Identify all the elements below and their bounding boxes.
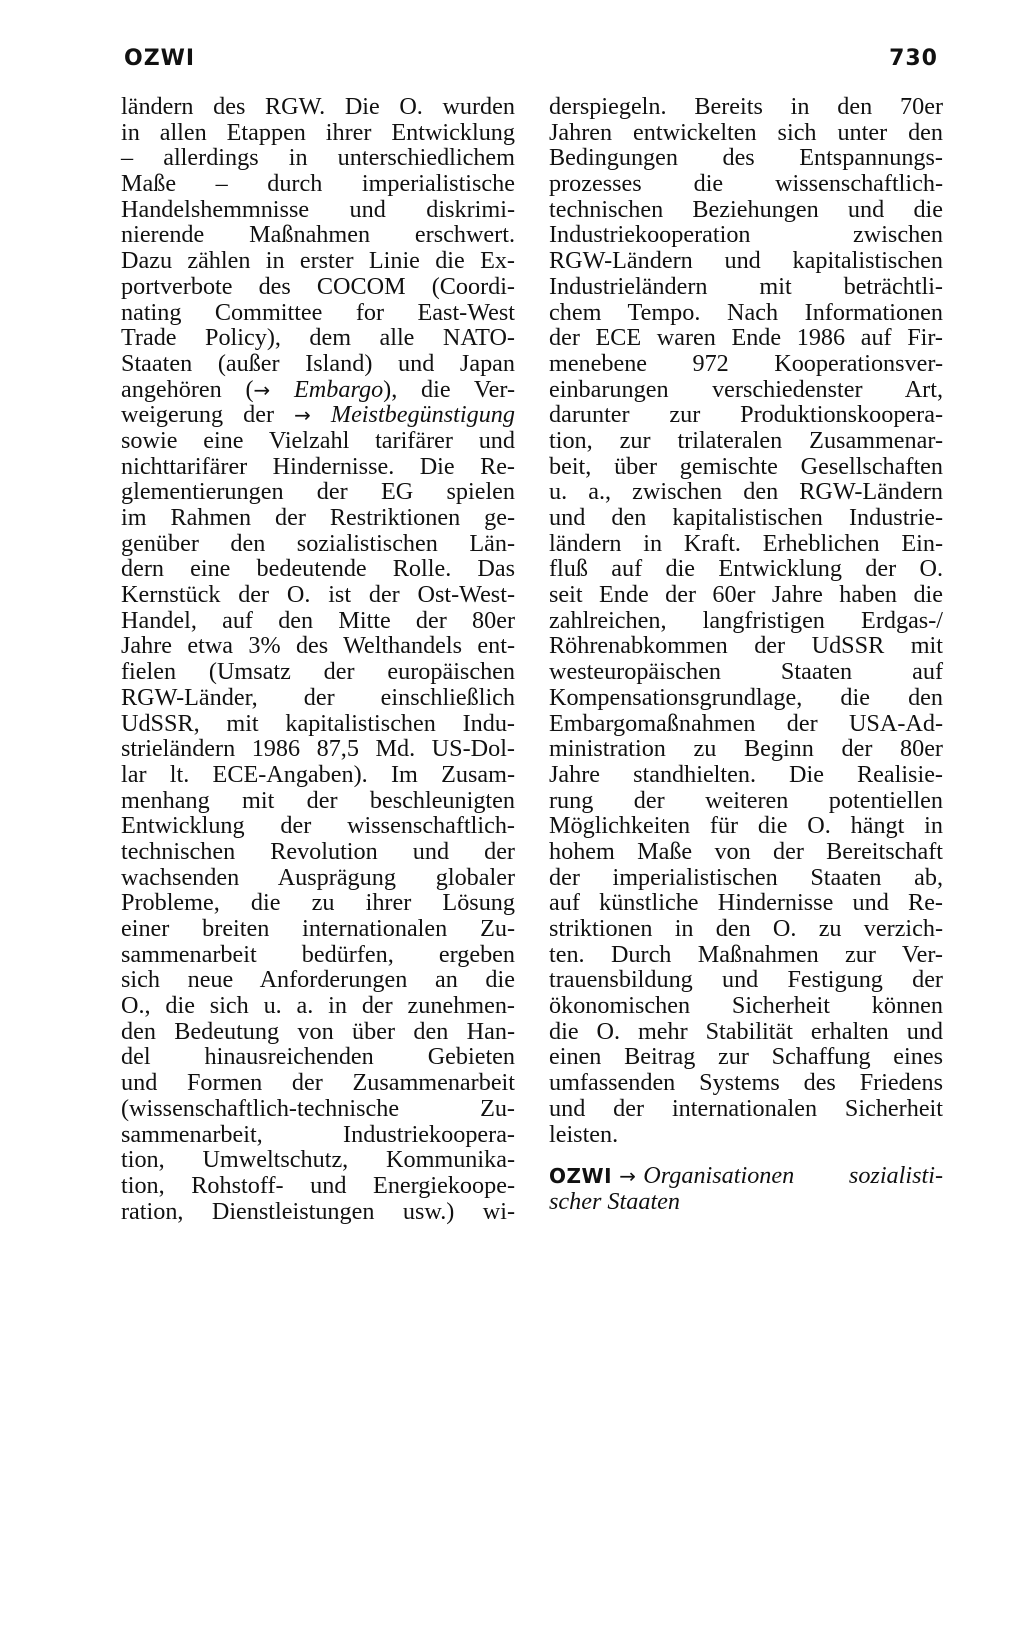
text-line: umfassenden Systems des Friedens — [549, 1069, 943, 1097]
text-line: auf künstliche Hindernisse und Re- — [549, 889, 943, 917]
text-segment: weigerung der — [121, 401, 295, 429]
text-line: trauensbildung und Festigung der — [549, 966, 943, 994]
text-line: genüber den sozialistischen Län- — [121, 529, 515, 557]
text-line: in allen Etappen ihrer Entwicklung — [121, 118, 515, 146]
text-column-left — [121, 94, 515, 1224]
text-line: del hinausreichenden Gebieten — [121, 1043, 515, 1071]
text-line: Handelshemmnisse und diskrimi- — [121, 195, 515, 223]
text-line: den Bedeutung von über den Han- — [121, 1017, 515, 1045]
text-line: und Formen der Zusammenarbeit — [121, 1069, 515, 1097]
text-line: technischen Beziehungen und die — [549, 195, 943, 223]
text-line: UdSSR, mit kapitalistischen Indu- — [121, 709, 515, 737]
text-line: glementierungen der EG spielen — [121, 478, 515, 506]
text-line: RGW-Länder, der einschließlich — [121, 683, 515, 711]
cross-reference-arrow-icon: → — [294, 403, 311, 428]
text-line: die O. mehr Stabilität erhalten und — [549, 1017, 943, 1045]
text-line: menhang mit der beschleunigten — [121, 786, 515, 814]
text-segment — [270, 376, 294, 403]
text-line: der ECE waren Ende 1986 auf Fir- — [549, 324, 943, 352]
text-line: Probleme, die zu ihrer Lösung — [121, 889, 515, 917]
entry-cross-reference-link-continued[interactable]: scher Staaten — [549, 1187, 680, 1215]
text-line: Industrieländern mit beträchtli- — [549, 272, 943, 300]
text-line: dern eine bedeutende Rolle. Das — [121, 555, 515, 583]
text-line: nichttarifärer Hindernisse. Die Re- — [121, 452, 515, 480]
text-line: seit Ende der 60er Jahre haben die — [549, 581, 943, 609]
text-line: Möglichkeiten für die O. hängt in — [549, 812, 943, 840]
text-line: Jahren entwickelten sich unter den — [549, 118, 943, 146]
text-line: Staaten (außer Island) und Japan — [121, 349, 515, 377]
dictionary-entry-ozwi — [549, 1163, 943, 1214]
text-line: Entwicklung der wissenschaftlich- — [121, 812, 515, 840]
text-line: ten. Durch Maßnahmen zur Ver- — [549, 940, 943, 968]
text-line: im Rahmen der Restriktionen ge- — [121, 504, 515, 531]
text-line: sammenarbeit, Industriekoopera- — [121, 1120, 515, 1148]
text-line: sowie eine Vielzahl tarifärer und — [121, 426, 515, 454]
text-line: der imperialistischen Staaten ab, — [549, 863, 943, 891]
text-line: derspiegeln. Bereits in den 70er — [549, 93, 943, 120]
running-head-keyword: OZWI — [124, 46, 196, 71]
text-line: nierende Maßnahmen erschwert. — [121, 221, 515, 249]
text-line: portverbote des COCOM (Coordi- — [121, 272, 515, 300]
text-line: O., die sich u. a. in der zunehmen- — [121, 992, 515, 1020]
text-line: nating Committee for East-West — [121, 298, 515, 326]
text-line: Kompensationsgrundlage, die den — [549, 683, 943, 711]
entry-line — [549, 1163, 943, 1189]
text-line: RGW-Ländern und kapitalistischen — [549, 247, 943, 275]
text-line: und den kapitalistischen Industrie- — [549, 504, 943, 531]
text-line: westeuropäischen Staaten auf — [549, 658, 943, 686]
text-line: chem Tempo. Nach Informationen — [549, 298, 943, 326]
text-segment — [311, 401, 331, 428]
text-segment: ), die Ver- — [383, 375, 515, 403]
text-line: lar lt. ECE-Angaben). Im Zusam- — [121, 760, 515, 788]
cross-reference-link[interactable]: Embargo — [294, 375, 384, 403]
text-line: – allerdings in unterschiedlichem — [121, 144, 515, 172]
text-line: Bedingungen des Entspannungs- — [549, 144, 943, 172]
page-number: 730 — [889, 46, 938, 71]
text-line: Jahre standhielten. Die Realisie- — [549, 760, 943, 788]
text-line: sammenarbeit bedürfen, ergeben — [121, 940, 515, 968]
text-line: Industriekooperation zwischen — [549, 221, 943, 249]
text-line: striktionen in den O. zu verzich- — [549, 915, 943, 942]
text-line: wachsenden Ausprägung globaler — [121, 863, 515, 891]
text-line: tion, zur trilateralen Zusammenar- — [549, 426, 943, 454]
text-line: einen Beitrag zur Schaffung eines — [549, 1043, 943, 1071]
text-line: tion, Umweltschutz, Kommunika- — [121, 1146, 515, 1174]
text-line: rung der weiteren potentiellen — [549, 786, 943, 814]
text-line: strieländern 1986 87,5 Md. US-Dol- — [121, 735, 515, 763]
text-line — [121, 402, 515, 428]
text-line: ländern des RGW. Die O. wurden — [121, 93, 515, 120]
text-column-right — [549, 94, 943, 1215]
text-line: ökonomischen Sicherheit können — [549, 992, 943, 1020]
text-line: Maße – durch imperialistische — [121, 170, 515, 198]
text-line: menebene 972 Kooperationsver- — [549, 349, 943, 377]
text-line: Dazu zählen in erster Linie die Ex- — [121, 247, 515, 275]
text-line: ministration zu Beginn der 80er — [549, 735, 943, 763]
text-line: leisten. — [549, 1120, 619, 1148]
text-line: Jahre etwa 3% des Welthandels ent- — [121, 632, 515, 660]
text-line: tion, Rohstoff- und Energiekoope- — [121, 1171, 515, 1199]
text-line: Kernstück der O. ist der Ost-West- — [121, 581, 515, 609]
text-line: technischen Revolution und der — [121, 837, 515, 865]
text-line: (wissenschaftlich-technische Zu- — [121, 1094, 515, 1122]
cross-reference-arrow-icon: → — [619, 1164, 637, 1189]
cross-reference-arrow-icon: → — [253, 377, 271, 402]
text-line: darunter zur Produktionskoopera- — [549, 401, 943, 429]
text-line: Trade Policy), dem alle NATO- — [121, 324, 515, 352]
entry-cross-reference-link[interactable]: Organisationen sozialisti- — [643, 1162, 943, 1190]
text-line: einbarungen verschiedenster Art, — [549, 375, 943, 403]
entry-line — [549, 1189, 943, 1215]
text-line: fielen (Umsatz der europäischen — [121, 658, 515, 686]
text-line: hohem Maße von der Bereitschaft — [549, 837, 943, 865]
text-line: Embargomaßnahmen der USA-Ad- — [549, 709, 943, 737]
text-segment: angehören ( — [121, 375, 254, 403]
cross-reference-link[interactable]: Meistbegünstigung — [330, 401, 515, 429]
text-line: prozesses die wissenschaftlich- — [549, 170, 943, 198]
text-line: Handel, auf den Mitte der 80er — [121, 606, 515, 634]
text-line: einer breiten internationalen Zu- — [121, 915, 515, 942]
text-line: u. a., zwischen den RGW-Ländern — [549, 478, 943, 506]
text-line — [121, 377, 515, 403]
text-line: ration, Dienstleistungen usw.) wi- — [121, 1197, 515, 1225]
text-line: beit, über gemischte Gesellschaften — [549, 452, 943, 480]
text-line: und der internationalen Sicherheit — [549, 1094, 943, 1122]
text-line: fluß auf die Entwicklung der O. — [549, 555, 943, 583]
text-line: ländern in Kraft. Erheblichen Ein- — [549, 529, 943, 557]
text-line: sich neue Anforderungen an die — [121, 966, 515, 994]
entry-headword: OZWI — [549, 1164, 613, 1189]
text-line: zahlreichen, langfristigen Erdgas-/ — [549, 606, 943, 634]
text-line: Röhrenabkommen der UdSSR mit — [549, 632, 943, 660]
